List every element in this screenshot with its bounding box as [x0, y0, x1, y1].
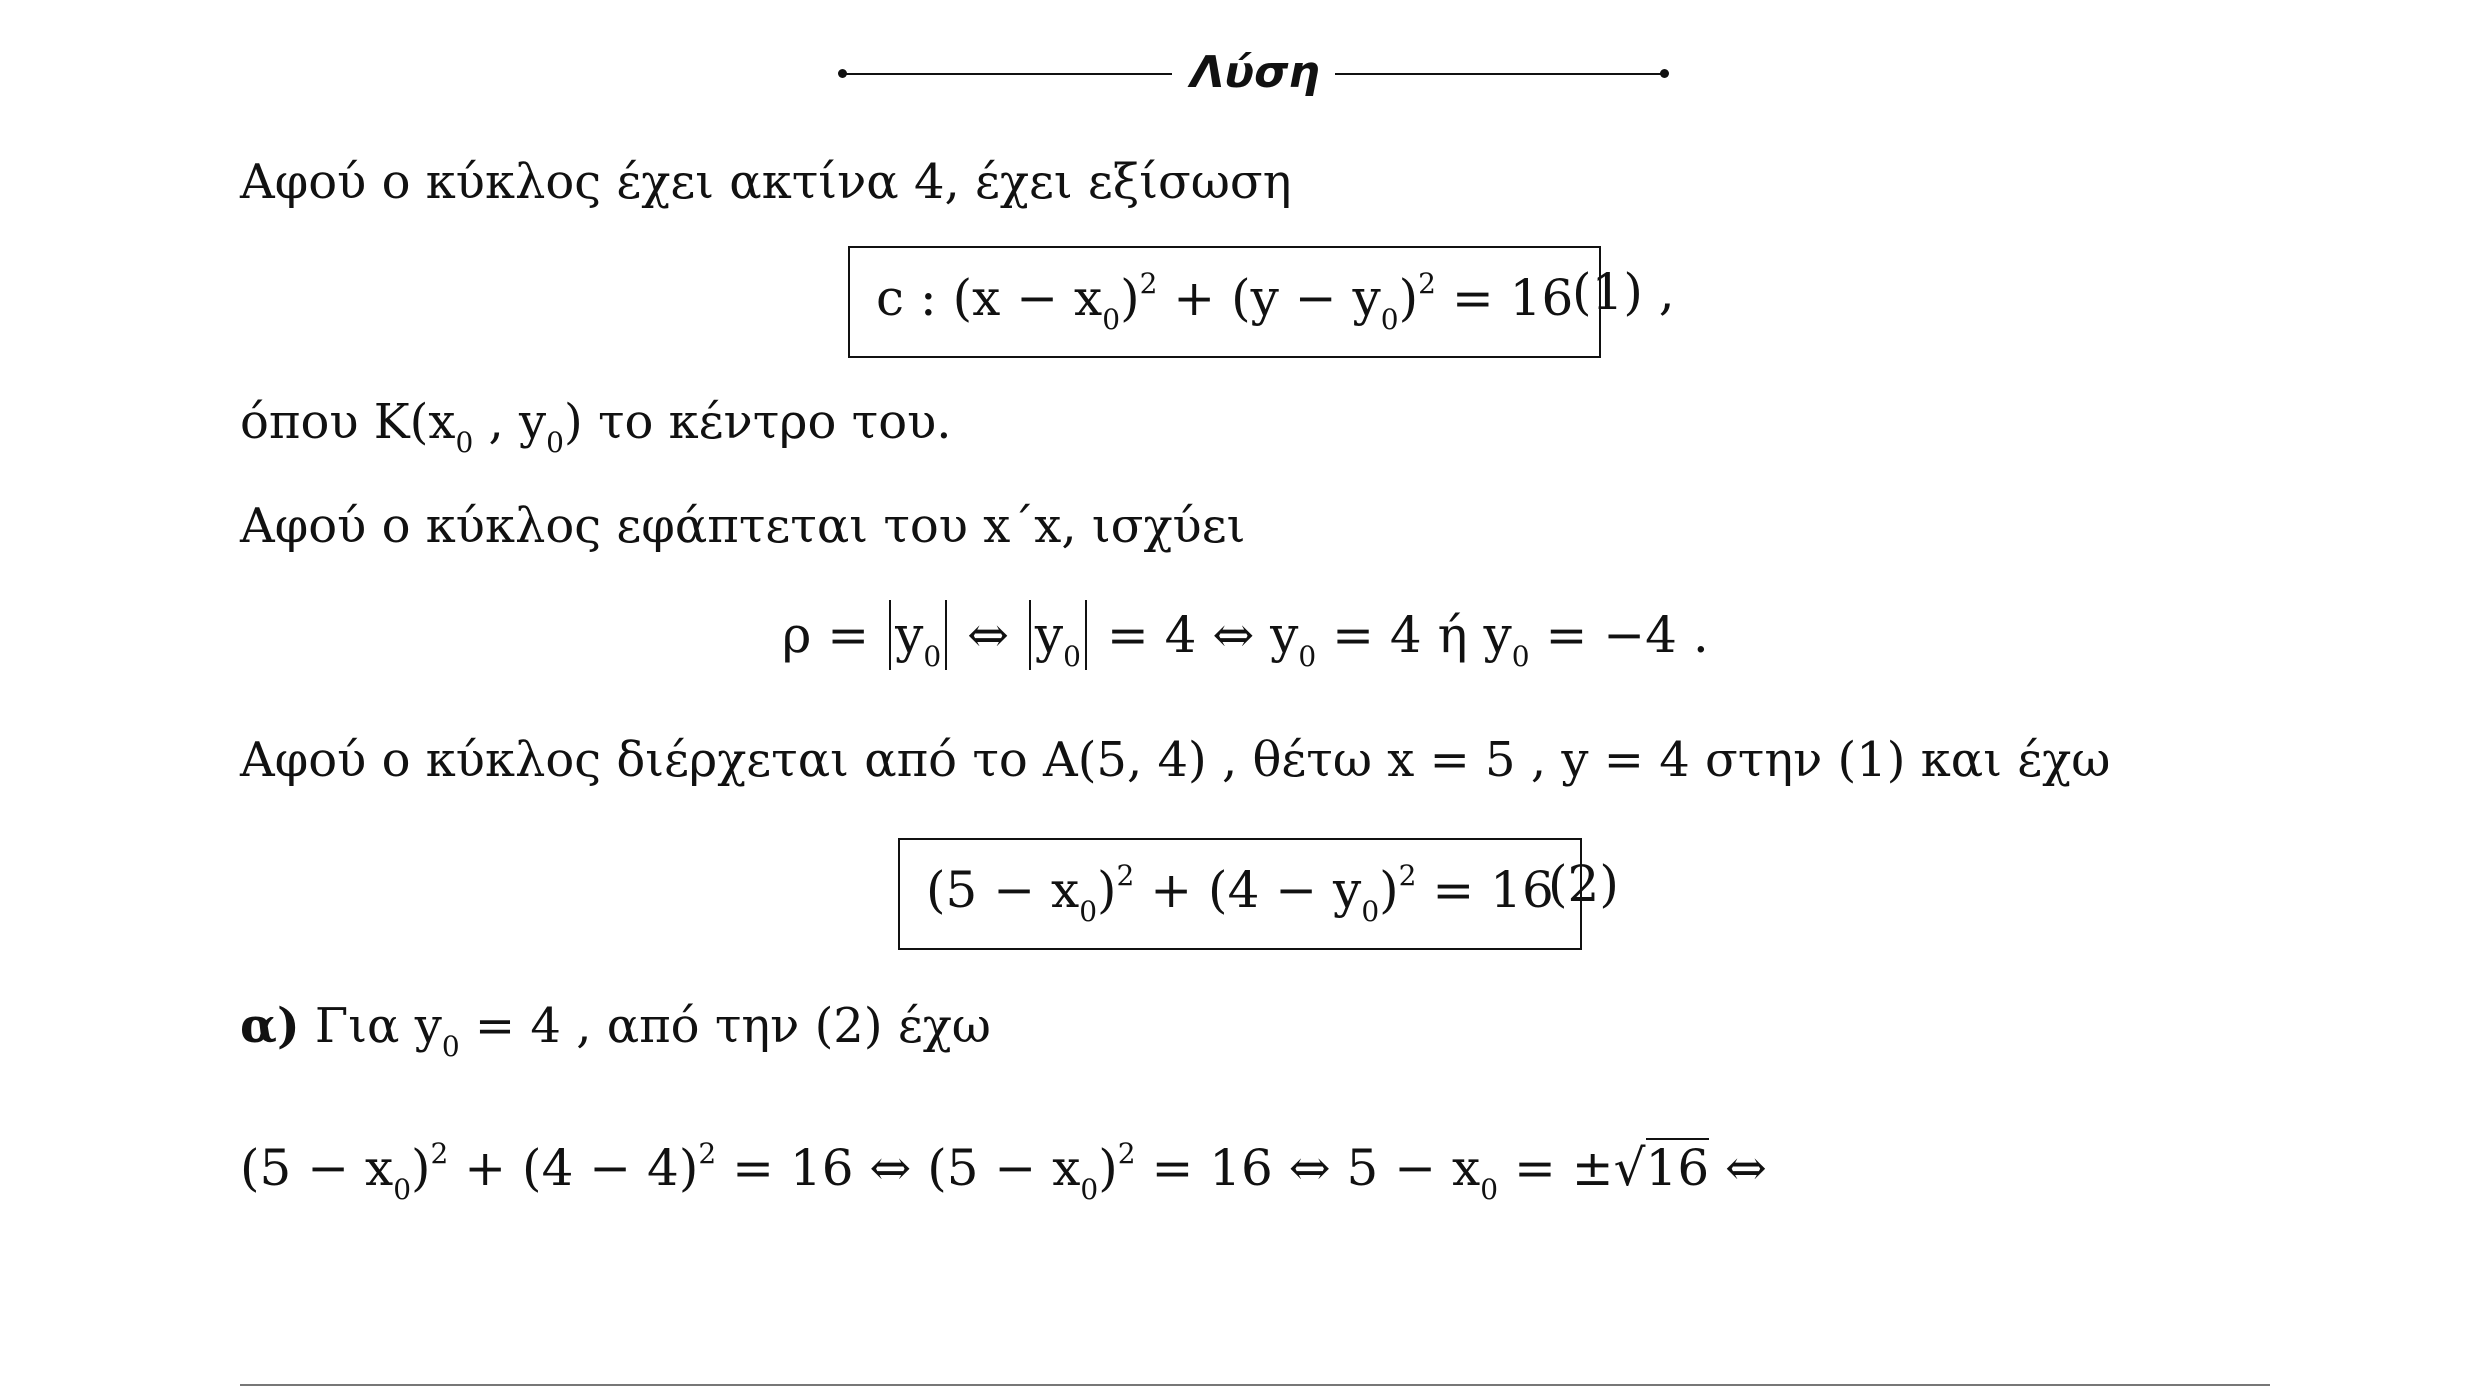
abs-bar	[1029, 600, 1031, 670]
equation-absolute-value: $\rho = y_0$ ⇔ $y_0 = 4$ ⇔ $y_0 = 4$ ή $y_0 = -4$ .	[782, 600, 1709, 687]
header-left-rule	[842, 73, 1172, 75]
equation-case-a: $(5 - x_0)^2 + (4 - 4)^2 = 16$ ⇔ $(5 - x_0)^2 = 16$ ⇔ $5 - x_0 = \pm√16$ ⇔	[240, 1137, 1767, 1206]
paragraph-passes-through: Αφού ο κύκλος διέρχεται από το A(5, 4) , θέτω x = 5 , y = 4 στην (1) και έχω	[240, 732, 2111, 788]
equation-1-label: (1) ,	[1572, 263, 1675, 321]
case-a-label: α)	[240, 998, 300, 1054]
equation-1-box: c : $(x - x_0)^2 + (y - y_0)^2 = 16$	[848, 246, 1601, 358]
abs-bar	[889, 600, 891, 670]
abs-bar	[1085, 600, 1087, 670]
abs-bar	[945, 600, 947, 670]
sqrt-radicand: 16	[1645, 1139, 1710, 1197]
sqrt-sign: √	[1613, 1139, 1646, 1197]
equation-2-box: $(5 - x_0)^2 + (4 - y_0)^2 = 16$	[898, 838, 1582, 950]
case-a-heading: α) Για $y_0 = 4$ , από την (2) έχω	[240, 998, 991, 1063]
paragraph-tangent: Αφού ο κύκλος εφάπτεται του x΄x, ισχύει	[240, 498, 1246, 554]
header-right-rule	[1335, 73, 1665, 75]
equation-1	[848, 246, 1601, 358]
equation-2-label: (2)	[1548, 855, 1619, 913]
header-right-dot	[1660, 69, 1669, 78]
paragraph-center: όπου $K(x_0$ , $y_0$) το κέντρο του.	[240, 394, 952, 459]
equation-2	[898, 838, 1582, 950]
section-title: Λύση	[1190, 47, 1320, 98]
paragraph-radius: Αφού ο κύκλος έχει ακτίνα 4, έχει εξίσωση	[240, 154, 1292, 210]
